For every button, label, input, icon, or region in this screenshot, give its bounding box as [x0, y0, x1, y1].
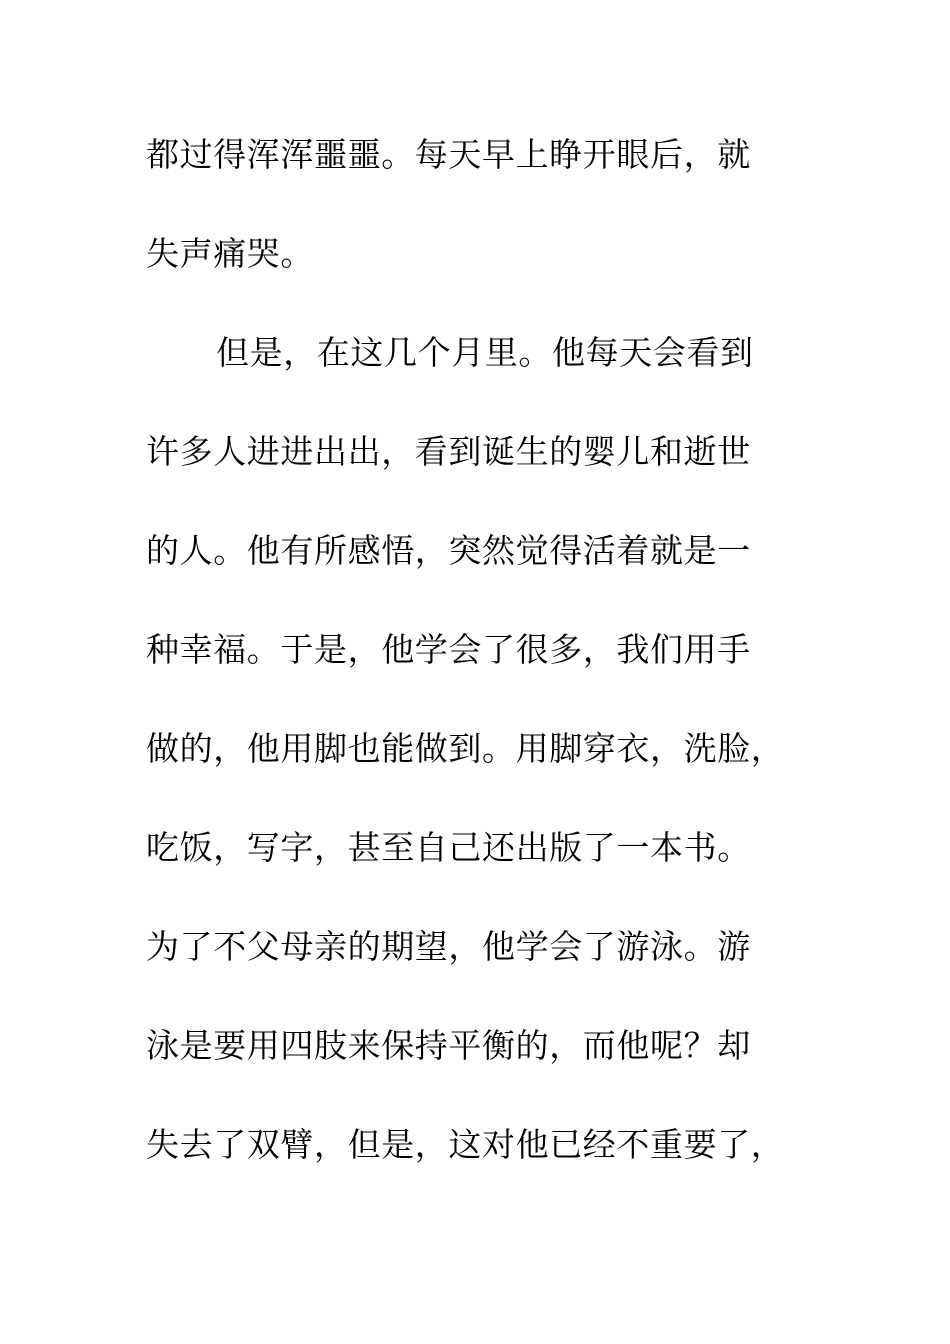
text-line-10: 泳是要用四肢来保持平衡的，而他呢？却 — [146, 1026, 751, 1065]
text-line-7: 做的，他用脚也能做到。用脚穿衣，洗脸， — [146, 729, 785, 768]
text-line-9: 为了不父母亲的期望，他学会了游泳。游 — [146, 927, 751, 966]
text-line-2: 失声痛哭。 — [146, 234, 314, 273]
text-line-1: 都过得浑浑噩噩。每天早上睁开眼后，就 — [146, 135, 751, 174]
text-line-11: 失去了双臂，但是，这对他已经不重要了， — [146, 1125, 785, 1164]
text-line-6: 种幸福。于是，他学会了很多，我们用手 — [146, 630, 751, 669]
body-text — [146, 126, 806, 1215]
text-line-5: 的人。他有所感悟，突然觉得活着就是一 — [146, 531, 751, 570]
text-line-3-paragraph-start: 但是，在这几个月里。他每天会看到 — [216, 333, 754, 372]
text-line-8: 吃饭，写字，甚至自己还出版了一本书。 — [146, 828, 751, 867]
text-line-4: 许多人进进出出，看到诞生的婴儿和逝世 — [146, 432, 751, 471]
